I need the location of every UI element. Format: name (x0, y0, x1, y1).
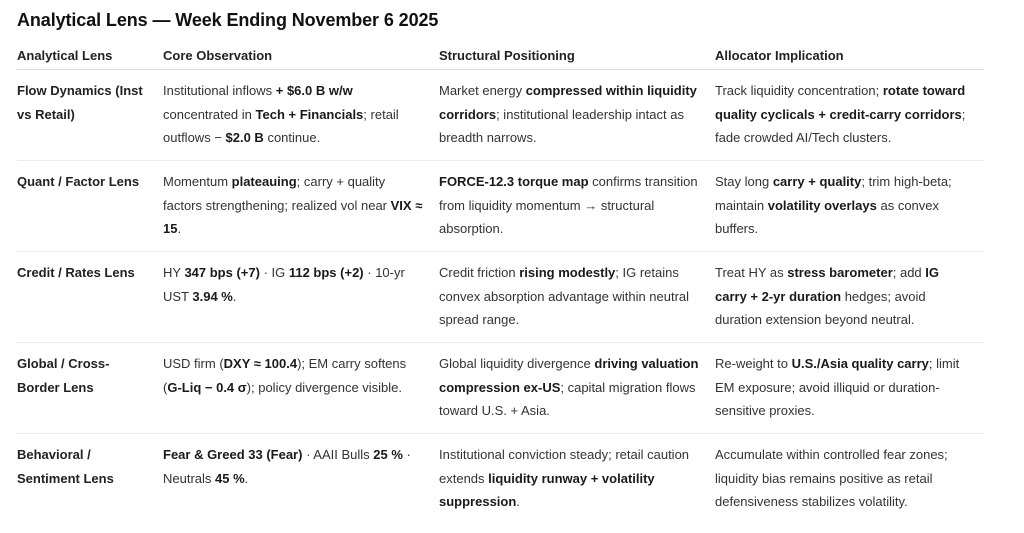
lens-cell: Credit / Rates Lens (17, 252, 163, 343)
structural-positioning-cell (439, 434, 715, 525)
text-segment: Market energy (439, 83, 526, 98)
text-segment: continue. (263, 130, 321, 145)
bold-text: rising modestly (519, 265, 616, 280)
core-observation-cell (163, 161, 439, 252)
text-segment: as convex buffers. (715, 197, 940, 236)
bold-text: 347 bps (+7) (184, 265, 260, 280)
lens-table (17, 42, 984, 524)
allocator-implication-cell (715, 252, 984, 343)
column-header-allocator: Allocator Implication (715, 42, 984, 70)
text-segment: ; capital migration flows toward U.S. + Asia. (439, 379, 696, 418)
text-segment: Institutional conviction steady; retail caution extends (439, 447, 690, 486)
bold-text: U.S./Asia quality carry (791, 356, 929, 371)
bold-text: volatility overlays (767, 197, 877, 213)
bold-text: 25 % (373, 447, 403, 462)
column-header-core: Core Observation (163, 42, 439, 70)
table-row (17, 161, 984, 252)
bold-text: driving valuation compression ex-US (439, 356, 699, 395)
bold-text: 3.94 % (192, 288, 233, 304)
text-segment: ); EM carry softens ( (163, 356, 407, 395)
bold-text: 112 bps (+2) (288, 265, 364, 280)
bold-text: 45 % (215, 470, 245, 486)
bold-text: Tech + Financials (255, 106, 364, 122)
allocator-implication-cell (715, 434, 984, 525)
core-observation-cell (163, 70, 439, 161)
text-segment: ; carry + quality factors strengthening; realized vol near (163, 174, 391, 213)
bold-text: Fear & Greed 33 (Fear) (163, 447, 303, 462)
lens-cell: Quant / Factor Lens (17, 161, 163, 252)
bold-text: VIX ≈ 15 (163, 197, 423, 236)
lens-cell: Behavioral / Sentiment Lens (17, 447, 114, 486)
text-segment: ); policy divergence visible. (246, 379, 403, 395)
text-segment: ; retail outflows − (163, 106, 399, 145)
structural-positioning-cell (439, 70, 715, 161)
text-segment: . (177, 221, 182, 236)
text-segment: . (232, 288, 237, 304)
bold-text: IG carry + 2-yr duration (715, 265, 940, 304)
table-row (17, 252, 984, 343)
table-body (17, 70, 984, 525)
bold-text: plateauing (231, 174, 297, 189)
text-segment: . (244, 470, 249, 486)
structural-positioning-cell (439, 161, 715, 252)
structural-positioning-cell (439, 343, 715, 434)
column-header-structural: Structural Positioning (439, 42, 715, 70)
text-segment: . (516, 494, 520, 509)
table-row (17, 343, 984, 434)
text-segment: Credit friction (439, 265, 520, 280)
text-segment: ; trim high-beta; maintain (715, 174, 952, 213)
text-segment: ; fade crowded AI/Tech clusters. (715, 106, 966, 145)
bold-text: + $6.0 B w/w (275, 83, 353, 98)
text-segment: ; limit EM exposure; avoid illiquid or duration-sensitive proxies. (715, 356, 960, 418)
text-segment: · Neutrals (163, 447, 411, 486)
text-segment: confirms transition from liquidity momentum → structural absorption. (439, 174, 698, 236)
table-header-row (17, 42, 984, 70)
lens-cell: Flow Dynamics (Inst vs Retail) (17, 70, 163, 161)
text-segment: · 10-yr UST (163, 265, 405, 304)
text-segment: ; add (892, 265, 926, 280)
allocator-implication-cell (715, 70, 984, 161)
structural-positioning-cell (439, 252, 715, 343)
text-segment: Treat HY as (715, 265, 788, 280)
text-segment: ; IG retains convex absorption advantage within neutral spread range. (439, 265, 690, 327)
text-segment: Track liquidity concentration; (715, 83, 883, 98)
lens-cell: Global / Cross-Border Lens (17, 343, 163, 434)
text-segment: Accumulate within controlled fear zones; liquidity bias remains positive as retail defensiveness stabilizes volatility. (715, 447, 948, 509)
text-segment: Global liquidity divergence (439, 356, 595, 371)
bold-text: G-Liq − 0.4 σ (167, 379, 247, 395)
bold-text: DXY ≈ 100.4 (223, 356, 298, 371)
bold-text: stress barometer (787, 265, 893, 280)
text-segment: hedges; avoid duration extension beyond neutral. (715, 288, 926, 327)
bold-text: carry + quality (772, 174, 862, 189)
column-header-lens: Analytical Lens (17, 42, 163, 70)
text-segment: USD firm ( (163, 356, 224, 371)
bold-text: FORCE-12.3 torque map (439, 174, 589, 189)
bold-text: liquidity runway + volatility suppression (439, 470, 655, 509)
allocator-implication-cell (715, 343, 984, 434)
text-segment: Institutional inflows (163, 83, 276, 98)
text-segment: ; institutional leadership intact as breadth narrows. (439, 106, 684, 145)
text-segment: HY (163, 265, 185, 280)
text-segment: concentrated in (163, 106, 256, 122)
allocator-implication-cell (715, 161, 984, 252)
core-observation-cell (163, 252, 439, 343)
text-segment: Stay long (715, 174, 773, 189)
core-observation-cell (163, 434, 439, 525)
bold-text: $2.0 B (225, 130, 264, 145)
text-segment: Momentum (163, 174, 232, 189)
bold-text: compressed within liquidity corridors (439, 83, 697, 122)
text-segment: · IG (259, 265, 289, 280)
text-segment: · AAII Bulls (302, 447, 374, 462)
table-row (17, 70, 984, 161)
table-row (17, 434, 984, 525)
text-segment: Re-weight to (715, 356, 792, 371)
bold-text: rotate toward quality cyclicals + credit-carry corridors (715, 83, 966, 122)
core-observation-cell (163, 343, 439, 434)
page-title: Analytical Lens — Week Ending November 6 2025 (17, 10, 439, 30)
